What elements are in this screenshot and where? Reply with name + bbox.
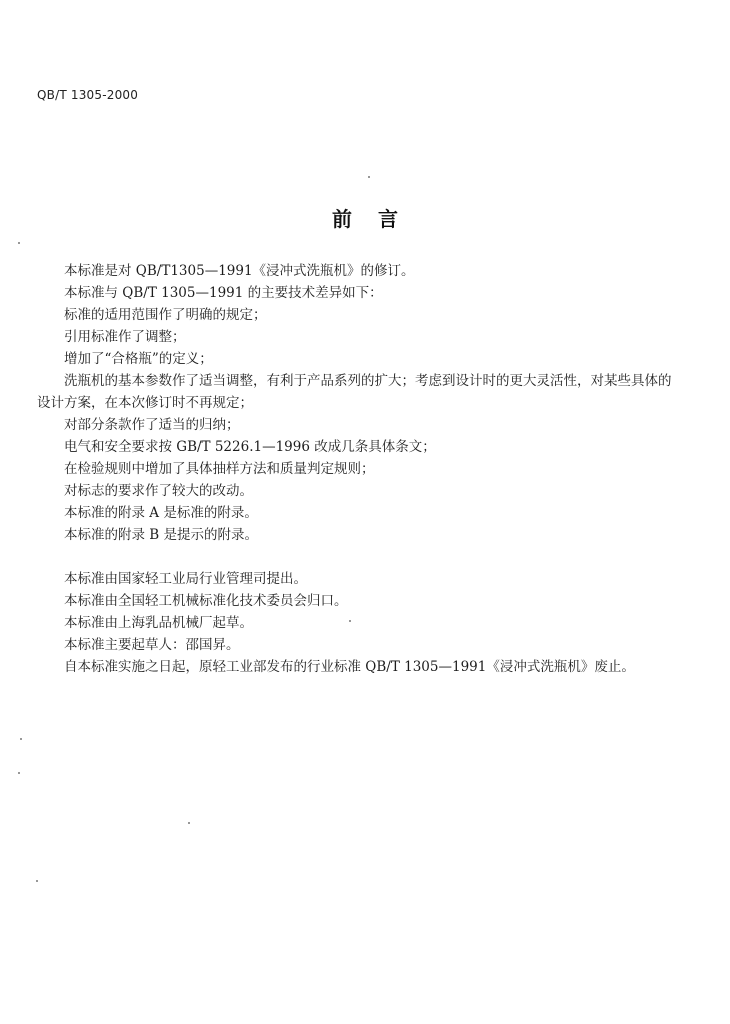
- page-title: 前言: [332, 207, 424, 231]
- paragraph-drafted-by: 本标准由上海乳品机械厂起草。: [64, 615, 253, 631]
- paragraph-annex-b: 本标准的附录 B 是提示的附录。: [64, 527, 259, 543]
- scan-speck: [18, 242, 20, 244]
- paragraph-revision-note: 本标准是对 QB/T1305—1991《浸冲式洗瓶机》的修订。: [64, 263, 415, 279]
- scan-speck: [18, 772, 20, 774]
- scan-speck: [349, 620, 351, 622]
- standard-code: QB/T 1305-2000: [37, 88, 139, 102]
- paragraph-marking-change: 对标志的要求作了较大的改动。: [64, 483, 253, 499]
- paragraph-electrical-safety: 电气和安全要求按 GB/T 5226.1—1996 改成几条具体条文；: [64, 439, 436, 455]
- scan-speck: [188, 822, 190, 824]
- paragraph-proposed-by: 本标准由国家轻工业局行业管理司提出。: [64, 571, 307, 587]
- paragraph-annex-a: 本标准的附录 A 是标准的附录。: [64, 505, 258, 521]
- paragraph-clauses-change: 对部分条款作了适当的归纳；: [64, 417, 240, 433]
- paragraph-scope-change: 标准的适用范围作了明确的规定；: [64, 307, 267, 323]
- paragraph-parameters-change: 洗瓶机的基本参数作了适当调整，有利于产品系列的扩大；考虑到设计时的更大灵活性，对某些具体的设计方案，在本次修订时不再规定；: [37, 373, 672, 411]
- paragraph-centralized-by: 本标准由全国轻工机械标准化技术委员会归口。: [64, 593, 348, 609]
- paragraph-spacer: [37, 546, 677, 568]
- paragraph-definition-added: 增加了“合格瓶”的定义；: [64, 351, 213, 367]
- paragraph-inspection-rules: 在检验规则中增加了具体抽样方法和质量判定规则；: [64, 461, 375, 477]
- foreword-body: [37, 260, 677, 678]
- paragraph-differences-intro: 本标准与 QB/T 1305—1991 的主要技术差异如下：: [64, 285, 383, 301]
- scan-speck: [20, 738, 22, 740]
- scan-speck: [368, 176, 370, 178]
- paragraph-main-drafter: 本标准主要起草人：邵国昇。: [64, 637, 240, 653]
- scan-speck: [36, 880, 38, 882]
- paragraph-supersession: 自本标准实施之日起，原轻工业部发布的行业标准 QB/T 1305—1991《浸冲式洗瓶机》废止。: [64, 659, 635, 675]
- paragraph-references-change: 引用标准作了调整；: [64, 329, 186, 345]
